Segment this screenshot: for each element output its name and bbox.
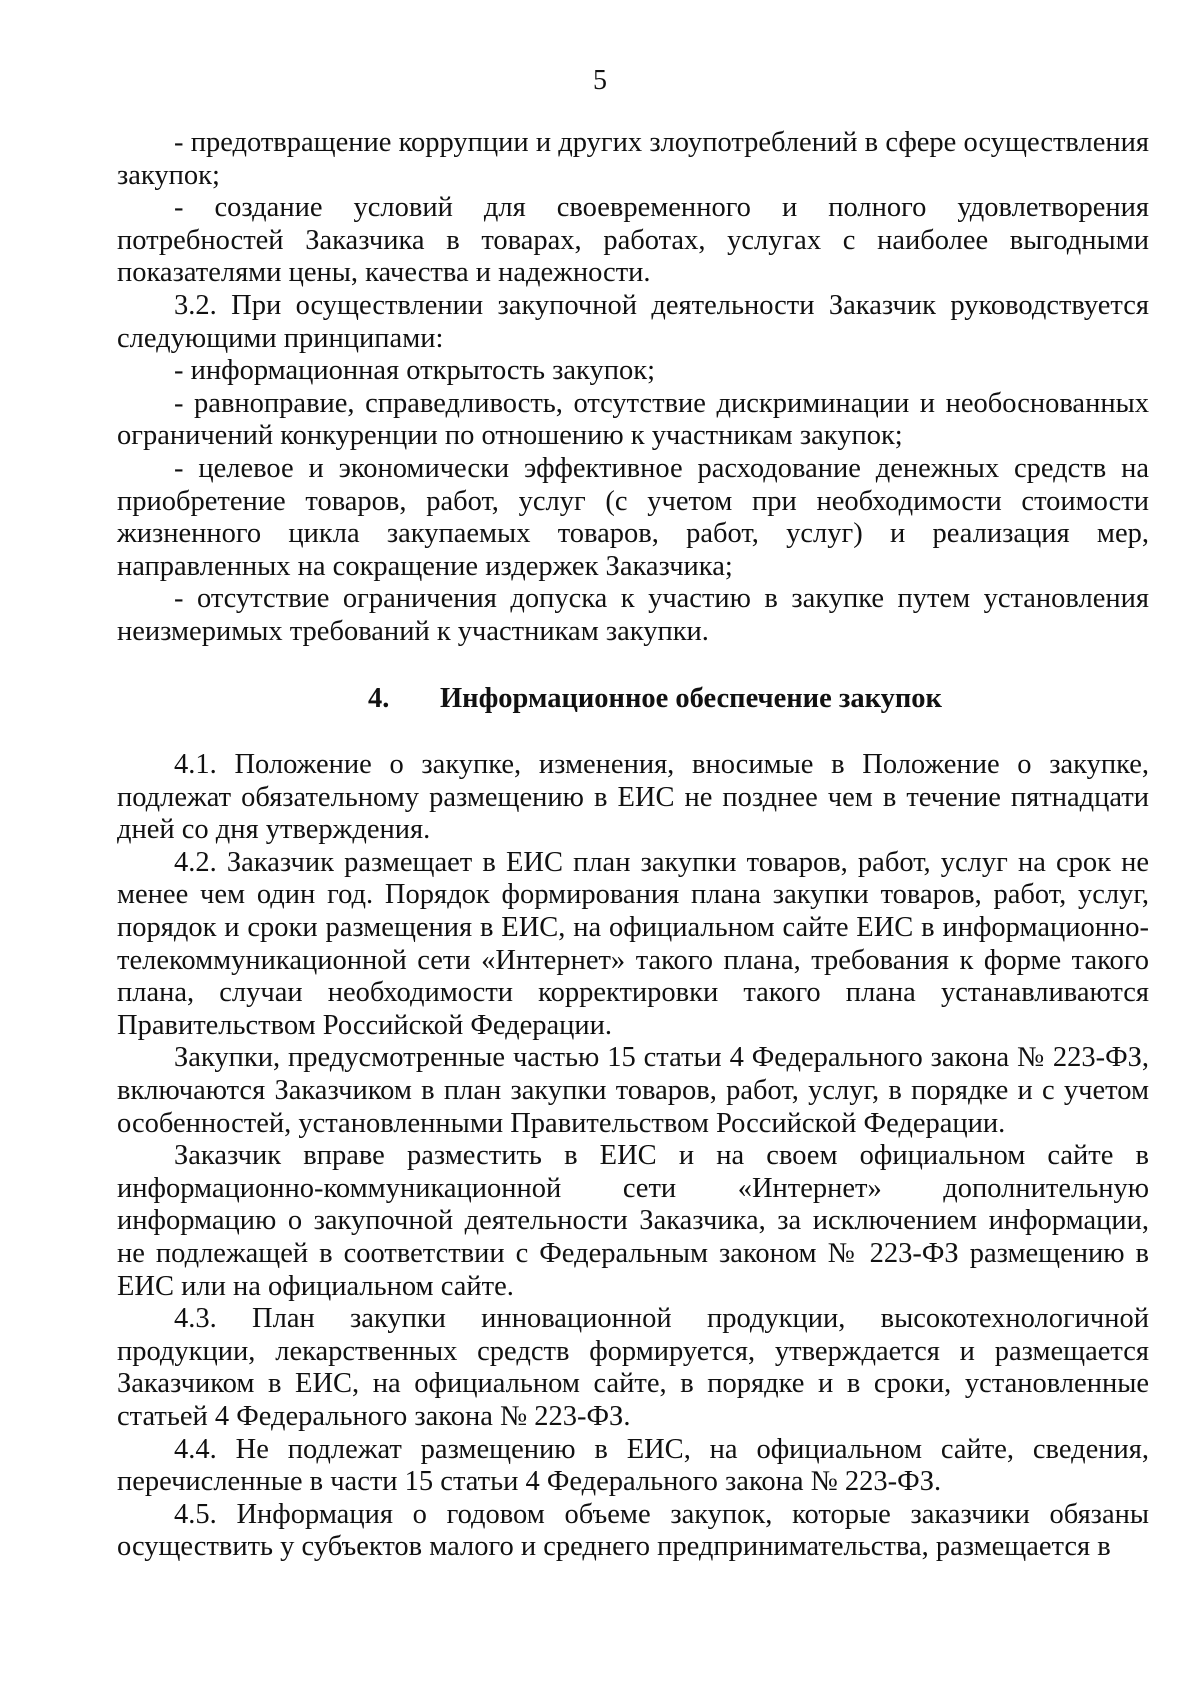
paragraph: - целевое и экономически эффективное расходование денежных средств на приобретение товаров, работ, услуг (с учетом при необходимости стоимости жизненного цикла закупаемых товаров, работ, услуг) и реализация мер, направленных на сокращение издержек Заказчика; [117,452,1149,582]
section-title: Информационное обеспечение закупок [440,682,942,714]
paragraph: 4.1. Положение о закупке, изменения, вносимые в Положение о закупке, подлежат обязательному размещению в ЕИС не позднее чем в течение пятнадцати дней со дня утверждения. [117,749,1149,846]
paragraph: - предотвращение коррупции и других злоупотреблений в сфере осуществления закупок; [117,127,1149,191]
paragraph: 4.2. Заказчик размещает в ЕИС план закупки товаров, работ, услуг на срок не менее чем один год. Порядок формирования плана закупки товаров, работ, услуг, порядок и сроки размещения в ЕИС, на официальном сайте ЕИС в информационно-телекоммуникационной сети «Интернет» такого плана, требования к форме такого плана, случаи необходимости корректировки такого плана устанавливаются Правительством Российской Федерации. [117,846,1149,1041]
paragraph: 4.4. Не подлежат размещению в ЕИС, на официальном сайте, сведения, перечисленные в части 15 статьи 4 Федерального закона № 223-ФЗ. [117,1433,1149,1498]
document-body [117,127,1149,1564]
section-heading [117,683,1149,716]
paragraph: Закупки, предусмотренные частью 15 статьи 4 Федерального закона № 223-ФЗ, включаются Заказчиком в план закупки товаров, работ, услуг, в порядке и с учетом особенностей, установленными Правительством Российской Федерации. [117,1042,1149,1139]
paragraph: - создание условий для своевременного и полного удовлетворения потребностей Заказчика в товарах, работах, услугах с наиболее выгодными показателями цены, качества и надежности. [117,192,1149,289]
paragraph: 4.5. Информация о годовом объеме закупок, которые заказчики обязаны осуществить у субъектов малого и среднего предпринимательства, размещается в [117,1498,1149,1563]
paragraph: 3.2. При осуществлении закупочной деятельности Заказчик руководствуется следующими принципами: [117,289,1149,354]
paragraph: - отсутствие ограничения допуска к участию в закупке путем установления неизмеримых требований к участникам закупки. [117,583,1149,647]
paragraph: - равноправие, справедливость, отсутствие дискриминации и необоснованных ограничений конкуренции по отношению к участникам закупок; [117,387,1149,452]
paragraph: - информационная открытость закупок; [174,355,655,387]
paragraph: Заказчик вправе разместить в ЕИС и на своем официальном сайте в информационно-коммуникационной сети «Интернет» дополнительную информацию о закупочной деятельности Заказчика, за исключением информации, не подлежащей в соответствии с Федеральным законом № 223-ФЗ размещению в ЕИС или на официальном сайте. [117,1140,1149,1302]
page-number: 5 [593,65,607,96]
section-number: 4. [368,682,390,714]
paragraph: 4.3. План закупки инновационной продукции, высокотехнологичной продукции, лекарственных средств формируется, утверждается и размещается Заказчиком в ЕИС, на официальном сайте, в порядке и в сроки, установленные статьей 4 Федерального закона № 223-ФЗ. [117,1303,1149,1432]
